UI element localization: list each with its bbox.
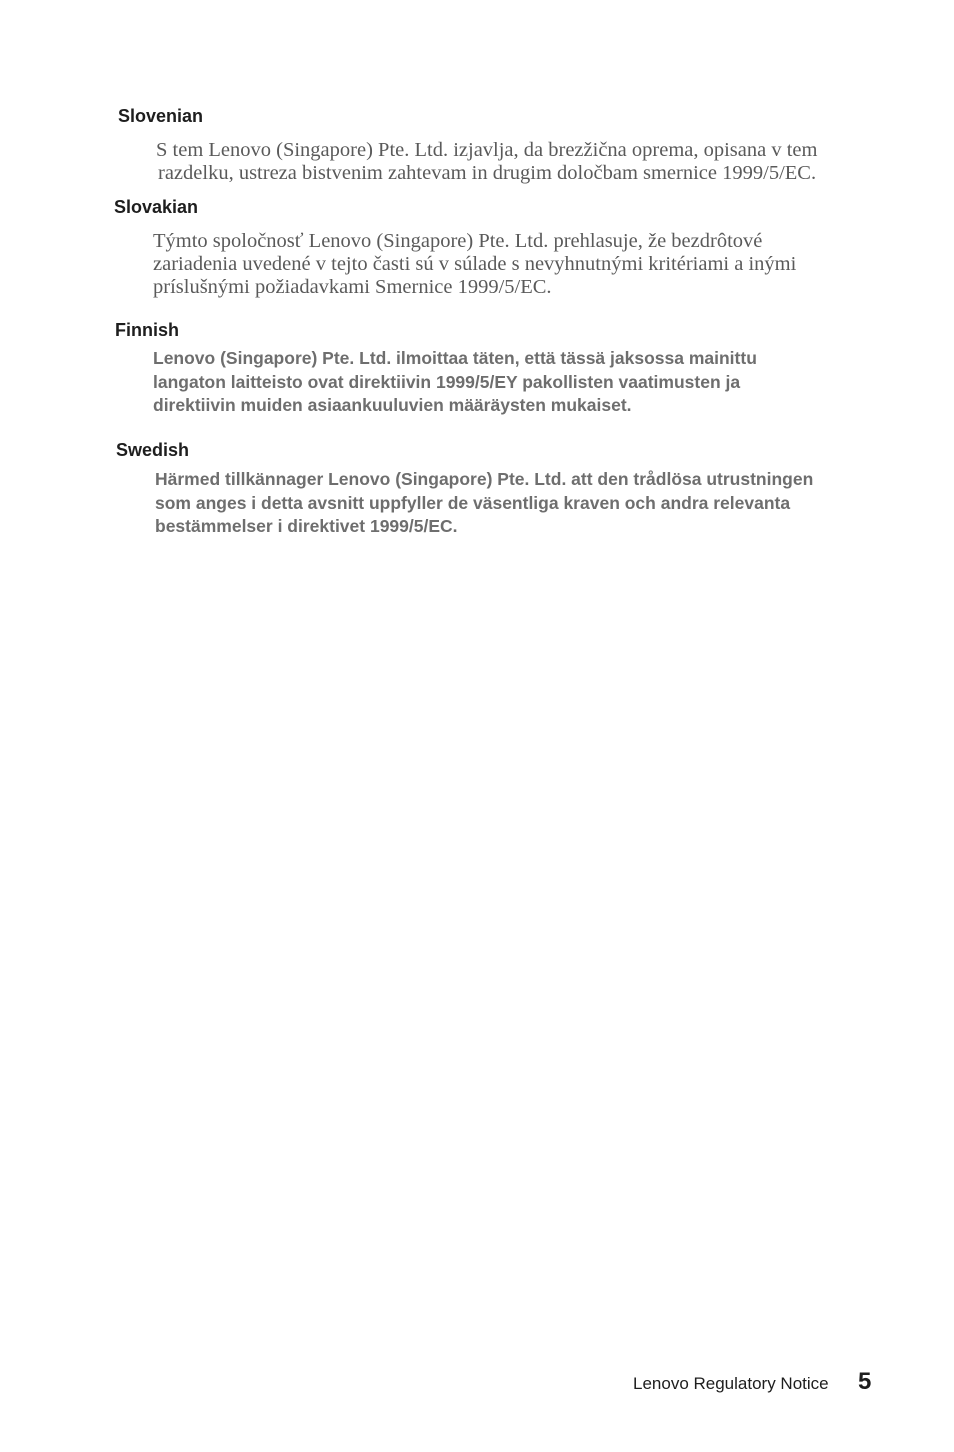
text-line: Týmto spoločnosť Lenovo (Singapore) Pte. Ltd. prehlasuje, že bezdrôtové xyxy=(153,230,763,252)
section-heading-swedish: Swedish xyxy=(116,440,190,460)
text-line: langaton laitteisto ovat direktiivin 1999/5/EY pakollisten vaatimusten ja xyxy=(153,371,741,392)
section-text-swedish xyxy=(155,468,813,539)
page-number: 5 xyxy=(858,1368,872,1395)
text-line: S tem Lenovo (Singapore) Pte. Ltd. izjavlja, da brezžična oprema, opisana v tem xyxy=(156,139,818,161)
text-line: Härmed tillkännager Lenovo (Singapore) Pte. Ltd. att den trådlösa utrustningen xyxy=(155,469,814,489)
footer-document-title: Lenovo Regulatory Notice xyxy=(633,1374,829,1393)
section-heading-finnish: Finnish xyxy=(115,320,179,340)
text-line: príslušnými požiadavkami Smernice 1999/5/EC. xyxy=(153,276,552,298)
text-line: direktiivin muiden asiaankuuluvien määräysten mukaiset. xyxy=(153,395,632,415)
text-line: bestämmelser i direktivet 1999/5/EC. xyxy=(155,516,458,536)
text-line: razdelku, ustreza bistvenim zahtevam in drugim določbam smernice 1999/5/EC. xyxy=(158,162,817,184)
text-line: som anges i detta avsnitt uppfyller de väsentliga kraven och andra relevanta xyxy=(155,492,791,513)
section-text-slovakian xyxy=(153,230,796,299)
text-line: zariadenia uvedené v tejto časti sú v súlade s nevyhnutnými kritériami a inými xyxy=(153,253,797,275)
section-heading-slovakian: Slovakian xyxy=(114,197,199,217)
section-text-slovenian xyxy=(156,139,817,185)
text-line: Lenovo (Singapore) Pte. Ltd. ilmoittaa täten, että tässä jaksossa mainittu xyxy=(153,348,757,368)
section-heading-slovenian: Slovenian xyxy=(118,106,204,126)
section-text-finnish xyxy=(153,347,757,418)
